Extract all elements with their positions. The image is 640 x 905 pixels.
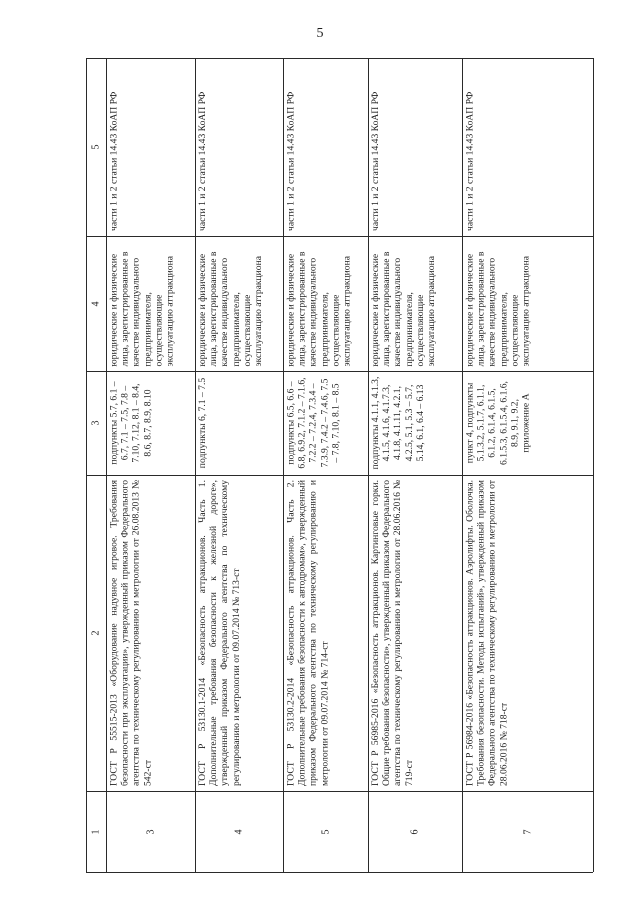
row-items-cell xyxy=(368,371,462,475)
row-subjects: юридические и физические лица, зарегистрированные в качестве индивидуального предпринимателя, осуществляющие эксплуатацию аттракциона xyxy=(464,251,532,366)
row-liability-cell xyxy=(462,58,593,236)
column-header: 5 xyxy=(90,144,102,150)
column-header-cell xyxy=(86,791,106,872)
column-header: 4 xyxy=(90,301,102,306)
column-header-cell xyxy=(86,58,106,236)
row-items-cell xyxy=(195,371,283,475)
table-rule xyxy=(593,58,594,872)
row-liability: части 1 и 2 статьи 14.43 КоАП РФ xyxy=(370,91,381,231)
row-standard: ГОСТ Р 56985-2016 «Безопасность аттракционов. Картинговые горки. Общие требования безопасности», утвержденный приказом Федерального агентства по техническому регулированию и метрологии от 28.06.2016 № 719-ст xyxy=(370,480,415,786)
row-num: 5 xyxy=(320,829,331,834)
row-num: 6 xyxy=(409,829,421,834)
row-liability-cell xyxy=(368,58,462,236)
row-items-cell xyxy=(283,371,368,475)
row-standard-cell xyxy=(462,475,593,791)
row-items: пункт 4, подпункты 5.1.3.2, 5.1.7, 6.1.1, 6.1.2, 6.1.4, 6.1.5, 6.1.5.3, 6.1.5.4, 6.1.6, 8.9, 9.1, 9.2, приложение А xyxy=(464,381,532,465)
row-subjects-cell xyxy=(195,236,283,371)
row-subjects: юридические и физические лица, зарегистрированные в качестве индивидуального предпринимателя, осуществляющие эксплуатацию аттракциона xyxy=(197,251,265,366)
row-standard-cell xyxy=(195,475,283,791)
row-items: подпункты 6.5, 6.6 – 6.8, 6.9.2, 7.1.2 – 7.1.6, 7.2.2 – 7.2.4, 7.3.4 – 7.3.9, 7.4.2 – 7.4.6, 7.5 – 7.8, 7.10, 8.1 – 8.5 xyxy=(285,377,341,469)
row-liability-cell xyxy=(106,58,195,236)
row-liability: части 1 и 2 статьи 14.43 КоАП РФ xyxy=(464,91,475,231)
row-subjects: юридические и физические лица, зарегистрированные в качестве индивидуального предпринимателя, осуществляющие эксплуатацию аттракциона xyxy=(108,251,176,366)
row-num: 4 xyxy=(233,829,245,834)
row-subjects: юридические и физические лица, зарегистрированные в качестве индивидуального предпринимателя, осуществляющие эксплуатацию аттракциона xyxy=(285,251,353,366)
row-num-cell xyxy=(195,791,283,872)
requirements-table xyxy=(86,58,593,872)
row-num-cell xyxy=(106,791,195,872)
row-subjects: юридические и физические лица, зарегистрированные в качестве индивидуального предпринимателя, осуществляющие эксплуатацию аттракциона xyxy=(370,251,438,366)
row-num: 7 xyxy=(522,829,533,834)
row-subjects-cell xyxy=(106,236,195,371)
row-standard-cell xyxy=(283,475,368,791)
row-items: подпункты 6, 7.1 – 7.5 xyxy=(197,377,208,469)
row-num: 3 xyxy=(145,829,156,834)
page-number: 5 xyxy=(316,26,324,41)
column-header: 2 xyxy=(90,630,102,636)
row-standard: ГОСТ Р 53130.1-2014 «Безопасность аттракционов. Часть 1. Дополнительные требования безопасности к железной дороге», утвержденный приказом Федерального агентства по техническому регулированию и метрологии от 09.07.2014 № 713-ст xyxy=(197,480,242,786)
row-items: подпункты 4.1.1, 4.1.3, 4.1.5, 4.1.6, 4.1.7.3, 4.1.8, 4.1.11, 4.2.1, 4.2.5, 5.1, 5.3 – 5.7, 5.14, 6.1, 6.4 – 6.13 xyxy=(370,376,426,470)
row-standard-cell xyxy=(106,475,195,791)
table-rule xyxy=(86,872,593,873)
row-num-cell xyxy=(368,791,462,872)
row-items: подпункты 5.7, 6.1 – 6.7, 7.1 – 7.5, 7.8 – 7.10, 7.12, 8.1 – 8.4, 8.6, 8.7, 8.9, 8.10 xyxy=(108,381,153,465)
row-num-cell xyxy=(462,791,593,872)
row-liability: части 1 и 2 статьи 14.43 КоАП РФ xyxy=(285,91,296,231)
column-header: 3 xyxy=(90,420,102,426)
column-header: 1 xyxy=(90,829,102,834)
row-liability-cell xyxy=(195,58,283,236)
row-liability: части 1 и 2 статьи 14.43 КоАП РФ xyxy=(108,91,119,231)
row-subjects-cell xyxy=(283,236,368,371)
row-liability: части 1 и 2 статьи 14.43 КоАП РФ xyxy=(197,91,208,231)
row-standard-cell xyxy=(368,475,462,791)
row-standard: ГОСТ Р 56984-2016 «Безопасность аттракционов. Аэролифты. Оболочка. Требования безопасности. Методы испытаний», утвержденный приказом Федерального агентства по техническому регулированию и метрологии от 28.06.2016 № 718-ст xyxy=(464,480,509,786)
row-standard: ГОСТ Р 55515-2013 «Оборудование надувное игровое. Требования безопасности при эксплуатации», утвержденный приказом Федерального агентства по техническому регулированию и метрологии от 26.08.2013 № 542-ст xyxy=(108,480,153,786)
row-standard: ГОСТ Р 53130.2-2014 «Безопасность аттракционов. Часть 2. Дополнительные требования безопасности к автодромам», утвержденный приказом Федерального агентства по техническому регулированию и метрологии от 09.07.2014 № 714-ст xyxy=(285,480,330,786)
row-num-cell xyxy=(283,791,368,872)
column-header-cell xyxy=(86,371,106,475)
row-items-cell xyxy=(106,371,195,475)
column-header-cell xyxy=(86,475,106,791)
row-subjects-cell xyxy=(462,236,593,371)
row-liability-cell xyxy=(283,58,368,236)
row-items-cell xyxy=(462,371,593,475)
column-header-cell xyxy=(86,236,106,371)
row-subjects-cell xyxy=(368,236,462,371)
